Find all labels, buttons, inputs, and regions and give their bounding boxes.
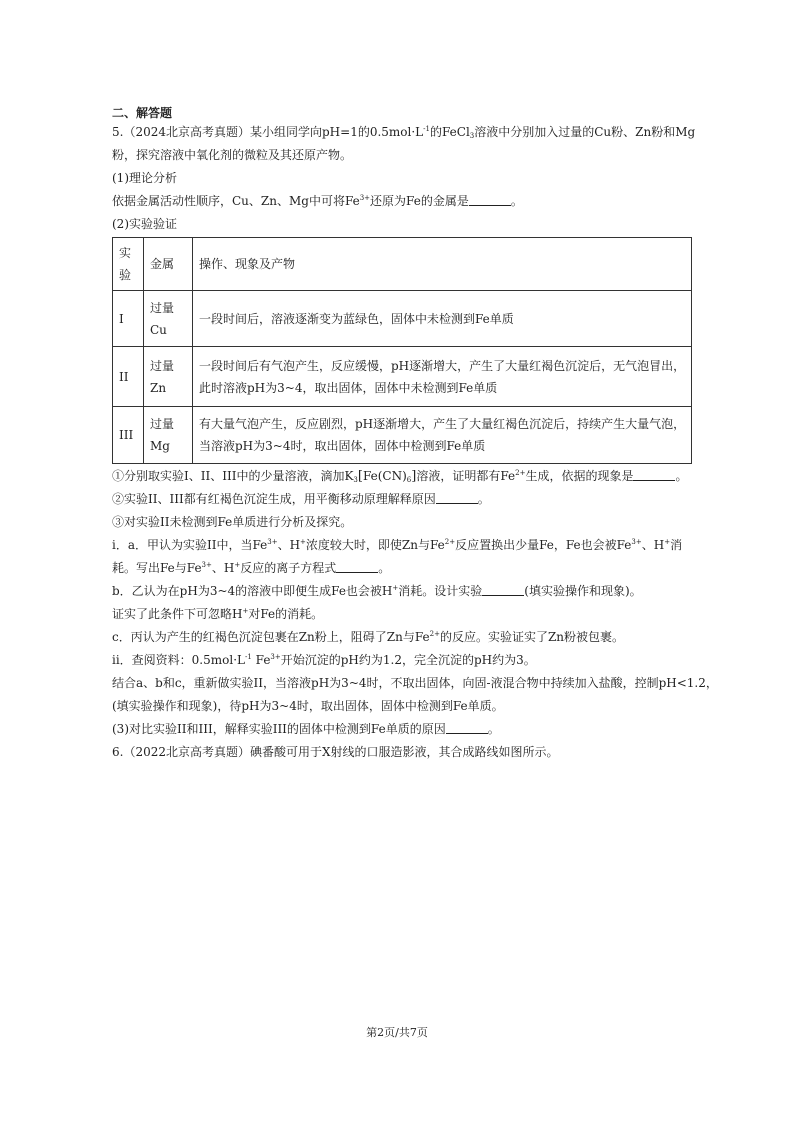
sub-ii-line2: 结合a、b和c，重新做实验II，当溶液pH为3~4时，不取出固体，向固-液混合物中持续加入盐酸，控制pH<1.2， xyxy=(112,676,718,690)
header-metal: 金属 xyxy=(144,238,193,291)
sub-i-a-line2: 耗。写出Fe与$Fe^{3+}$、H+反应的离子方程式 。 xyxy=(112,561,391,575)
q-circle2: ②实验II、III都有红褐色沉淀生成，用平衡移动原理解释原因 。 xyxy=(112,492,490,506)
question-content xyxy=(112,104,718,765)
q5-intro-line2: 粉，探究溶液中氧化剂的微粒及其还原产物。 xyxy=(112,148,353,162)
q-circle3: ③对实验II未检测到Fe单质进行分析及探究。 xyxy=(112,515,353,529)
header-ops: 操作、现象及产物 xyxy=(193,238,692,291)
row-exp: III xyxy=(113,407,144,464)
answer-blank[interactable] xyxy=(469,193,511,206)
row-metal: 过量 Zn xyxy=(144,347,193,407)
experiment-table xyxy=(112,237,692,464)
answer-blank[interactable] xyxy=(446,721,488,734)
table-row xyxy=(113,347,692,407)
page-footer: 第2页/共7页 xyxy=(366,1026,428,1039)
row-ops: 一段时间后，溶液逐渐变为蓝绿色，固体中未检测到Fe单质 xyxy=(193,291,692,347)
row-metal: 过量 Mg xyxy=(144,407,193,464)
part3-question: (3)对比实验II和III，解释实验III的固体中检测到Fe单质的原因 。 xyxy=(112,722,500,736)
q6-intro: 6.（2022北京高考真题）碘番酸可用于X射线的口服造影液，其合成路线如图所示。 xyxy=(112,745,559,759)
part2-title: (2)实验验证 xyxy=(112,217,177,231)
row-exp: II xyxy=(113,347,144,407)
part1-title: (1)理论分析 xyxy=(112,171,177,185)
header-exp: 实 验 xyxy=(113,238,144,291)
q5-intro-line1: 5.（2024北京高考真题）某小组同学向pH=1的$0.5mol\cdot L^{-1}$的FeCl$_3$溶液中分别加入过量的Cu粉、Zn粉和Mg xyxy=(112,125,696,140)
sub-b-line2: 证实了此条件下可忽略H+对Fe的消耗。 xyxy=(112,607,324,621)
row-ops: 一段时间后有气泡产生，反应缓慢，pH逐渐增大，产生了大量红褐色沉淀后，无气泡冒出， 此时溶液pH为3~4，取出固体，固体中未检测到Fe单质 xyxy=(193,347,692,407)
answer-blank[interactable] xyxy=(482,583,524,596)
sub-i-a: i．a．甲认为实验II中，当$Fe^{3+}$、H+浓度较大时，即使Zn与$Fe^{2+}$反应置换出少量Fe，Fe也会被$Fe^{3+}$、H+消 xyxy=(112,538,683,552)
row-exp: I xyxy=(113,291,144,347)
sub-c: c．丙认为产生的红褐色沉淀包裹在Zn粉上，阻碍了Zn与$Fe^{2+}$的反应。实验证实了Zn粉被包裹。 xyxy=(112,630,625,644)
table-row xyxy=(113,407,692,464)
sub-ii-line3: (填实验操作和现象)，待pH为3~4时，取出固体，固体中检测到Fe单质。 xyxy=(112,699,504,713)
sub-b: b．乙认为在pH为3~4的溶液中即便生成Fe也会被H+消耗。设计实验 (填实验操作和现象)。 xyxy=(112,584,642,598)
part1-question: 依据金属活动性顺序，Cu、Zn、Mg中可将$Fe^{3+}$还原为Fe的金属是 。 xyxy=(112,194,523,208)
row-ops: 有大量气泡产生，反应剧烈，pH逐渐增大，产生了大量红褐色沉淀后，持续产生大量气泡， 当溶液pH为3~4时，取出固体，固体中检测到Fe单质 xyxy=(193,407,692,464)
sub-ii: ii．查阅资料：$0.5mol\cdot L^{-1}$ $Fe^{3+}$开始沉淀的pH约为1.2，完全沉淀的pH约为3。 xyxy=(112,653,536,667)
answer-blank[interactable] xyxy=(633,468,675,481)
table-row xyxy=(113,291,692,347)
q-circle1: ①分别取实验I、II、III中的少量溶液，滴加$K_3[Fe(CN)_6]$溶液，证明都有$Fe^{2+}$生成，依据的现象是 。 xyxy=(112,469,688,484)
answer-blank[interactable] xyxy=(436,491,478,504)
table-header-row xyxy=(113,238,692,291)
row-metal: 过量 Cu xyxy=(144,291,193,347)
answer-blank[interactable] xyxy=(336,560,378,573)
section-title: 二、解答题 xyxy=(112,106,173,120)
